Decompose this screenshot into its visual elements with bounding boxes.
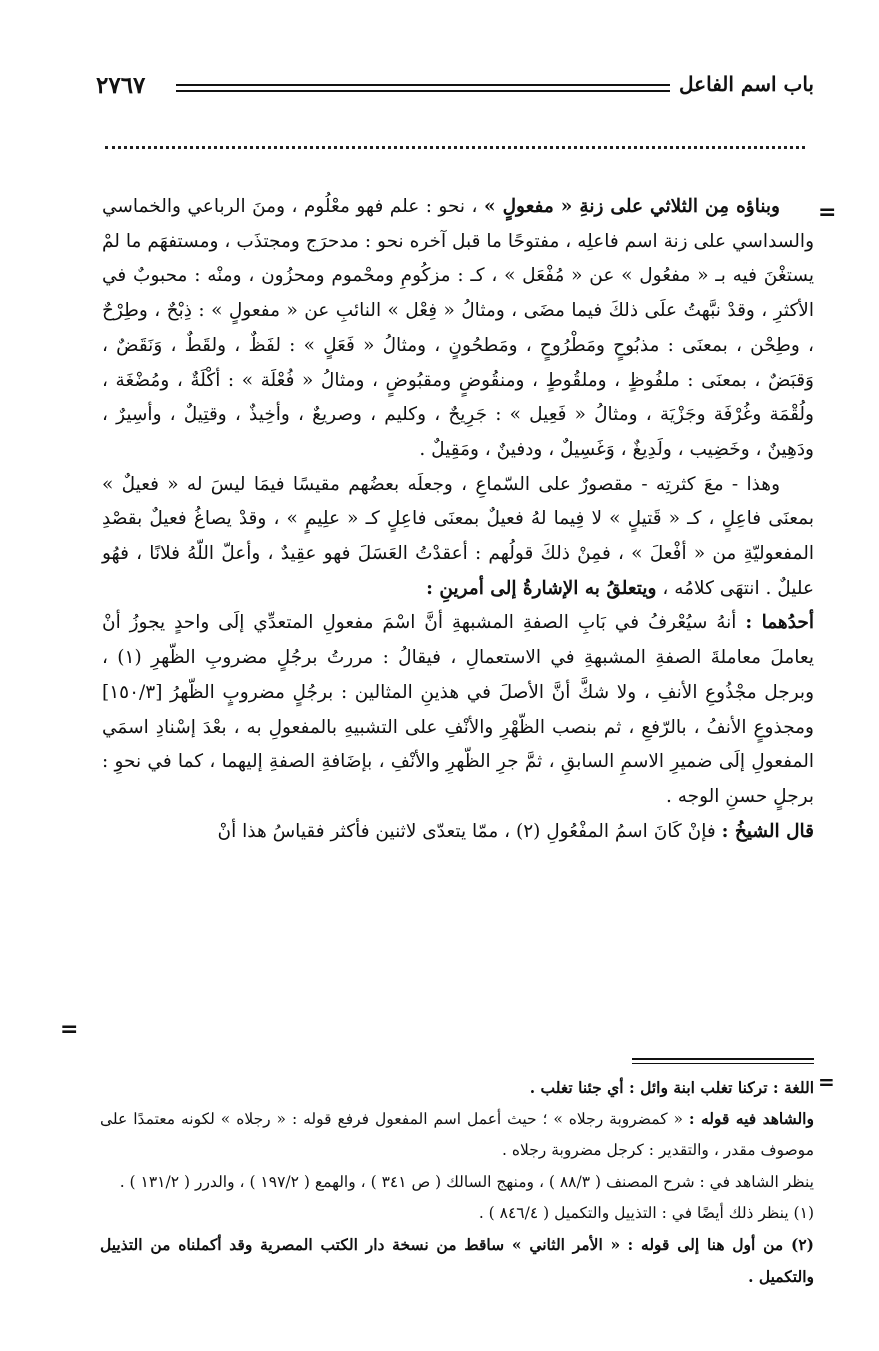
continuation-marker-in: = [818, 200, 837, 225]
paragraph-1-text: ، نحو : علم فهو معْلُوم ، ومنَ الرباعي والخماسي والسداسي على زنة اسم فاعلِه ، مفتوحًا ما قبل آخره نحو : مدحرَج ومجتذَب ، ومستفهَم ما لمْ يستغْنَ فيه بـ « مفعُول » عن « مُفْعَل » ، كـ : مزكُومِ ومحْموم ومحزُون ، ومنْه : محبوبٌ في الأكثرِ ، وقدْ نبَّهتُ علَى ذلكَ فيما مضَى ، ومثالُ « فِعْل » النائبِ عن « مفعولٍ » : ذِبْحٌ ، وطِرْحٌ ، وطِحْن ، بمعنَى : مذبُوحٍ ومَطْرُوحٍ ، ومَطحُونٍ ، ومثالُ « فَعَلٍ » : لفَظٌ ، ولقَطٌ ، وَنَقَضٌ ، وَقبَضٌ ، بمعنَى : ملفُوظٍ ، وملقُوطٍ ، ومنقُوضٍ ومقبُوضٍ ، ومثالُ « فُعْلَة » : أكْلَةٌ ، ومُضْغَة ، ولُقْمَة وغُرْفَة وجَزْيَة ، ومثالُ « فَعِيل » : جَرِيحٌ ، وكليم ، وصريعٌ ، وأخِيذٌ ، وقتِيلٌ ، وأسِيرٌ ، ودَهِينٌ ، وخَضِيب ، ولَدِيغٌ ، وَغَسِيلٌ ، ودفينٌ ، ومَقِيلٌ . [102, 196, 814, 460]
footnote-evidence-text: « كمضروبة رجلاه » ؛ حيث أعمل اسم المفعول فرفع قوله : « رجلاه » لكونه معتمدًا على موصوف مقدر ، والتقدير : كرجل مضروبة رجلاه . [100, 1110, 814, 1160]
paragraph-2-bold-tail: ويتعلقُ به الإشارةُ إلى أمرينِ : [426, 577, 657, 599]
paragraph-1 [102, 190, 814, 468]
chapter-title: باب اسم الفاعل [679, 72, 814, 96]
paragraph-2-text: وهذا - معَ كثرتِه - مقصورٌ على السّماعِ ، وجعلَه بعضُهم مقيسًا فيمَا ليسَ له « فعيلٌ » بمعنَى فاعِلٍ ، كـ « قَتيلٍ » لا فِيما لهُ فعيلٌ بمعنَى فاعِلٍ كـ « علِيمٍ » ، وقدْ يصاغُ فعيلٌ بقصْدِ المفعوليّةِ من « أفْعلَ » ، فمِنْ ذلكَ قولُهم : أعقدْتُ العَسَلَ فهو عقِيدٌ ، وأعلّ اللّهُ فلانًا ، فهُو عليلٌ . انتهَى كلامُه ، [102, 473, 814, 599]
footnote-1: (١) ينظر ذلك أيضًا في : التذييل والتكميل ( ٨٤٦/٤ ) . [478, 1203, 814, 1222]
paragraph-1-lead: وبناؤه مِن الثلاثي على زنةِ « مفعولٍ » [483, 196, 780, 217]
footnote-language: اللغة : تركنا تغلب ابنة وائل : أي جئنا تغلب . [529, 1078, 814, 1097]
footnote-rule-thin [632, 1063, 814, 1064]
header-double-rule [176, 84, 670, 92]
footnote-rule [632, 1058, 814, 1060]
page-number: ٢٧٦٧ [96, 72, 146, 99]
paragraph-4 [102, 815, 814, 850]
paragraph-2 [102, 468, 814, 607]
footnote-2-lead: (٢) من أول هنا إلى قوله : [627, 1235, 814, 1255]
footnotes [100, 1072, 814, 1293]
dotted-separator [105, 146, 805, 149]
footnote-2 [100, 1229, 814, 1293]
paragraph-3-lead: أحدُهما : [745, 612, 814, 634]
footnote-evidence [100, 1103, 814, 1166]
paragraph-4-text: فإنْ كَانَ اسمُ المفْعُولِ (٢) ، ممّا يتعدّى لاثنين فأكثر فقياسُ هذا أنْ [217, 820, 716, 842]
footnote-continuation-marker: = [818, 1070, 835, 1094]
paragraph-4-lead: قال الشيخُ : [721, 820, 814, 842]
page-header [96, 62, 814, 112]
continuation-marker-out: = [60, 1017, 79, 1042]
footnote-sources: ينظر الشاهد في : شرح المصنف ( ٨٨/٣ ) ، ومنهج السالك ( ص ٣٤١ ) ، والهمع ( ١٩٧/٢ ) ، والدرر ( ١٣١/٢ ) . [119, 1172, 814, 1191]
footnote-2-text: « الأمر الثاني » ساقط من نسخة دار الكتب المصرية وقد أكملناه من التذييل والتكميل . [100, 1235, 814, 1287]
footnote-evidence-lead: والشاهد فيه قوله : [688, 1109, 814, 1129]
paragraph-3 [102, 606, 814, 814]
paragraph-3-text: أنهُ سيُعْرفُ في بَابِ الصفةِ المشبهةِ أنَّ اسْمَ مفعولِ المتعدِّي إلَى واحدٍ يجوزُ أنْ يعاملَ معاملةَ الصفةِ المشبهةِ في الاستعمالِ ، فيقالُ : مررتُ برجُلٍ مضروبِ الظّهرِ (١) ، وبرجل مجْذُوعِ الأنفِ ، ولا شكَّ أنَّ الأصلَ في هذينِ المثالين : برجُلٍ مضروبٍ الظّهرُ [١٥٠/٣] ومجذوعٍ الأنفُ ، بالرّفعِ ، ثم بنصب الظّهْرِ والأنْفِ على التشبيهِ بالمفعولِ به ، بعْدَ إسْنادِ اسمَي المفعولِ إلَى ضميرِ الاسمِ السابقِ ، ثمَّ جرِ الظّهرِ والأنْفِ ، بإضَافةِ الصفةِ إليهما ، كما في نحوِ : برجلٍ حسنِ الوجه . [102, 612, 814, 807]
main-text [102, 190, 814, 849]
